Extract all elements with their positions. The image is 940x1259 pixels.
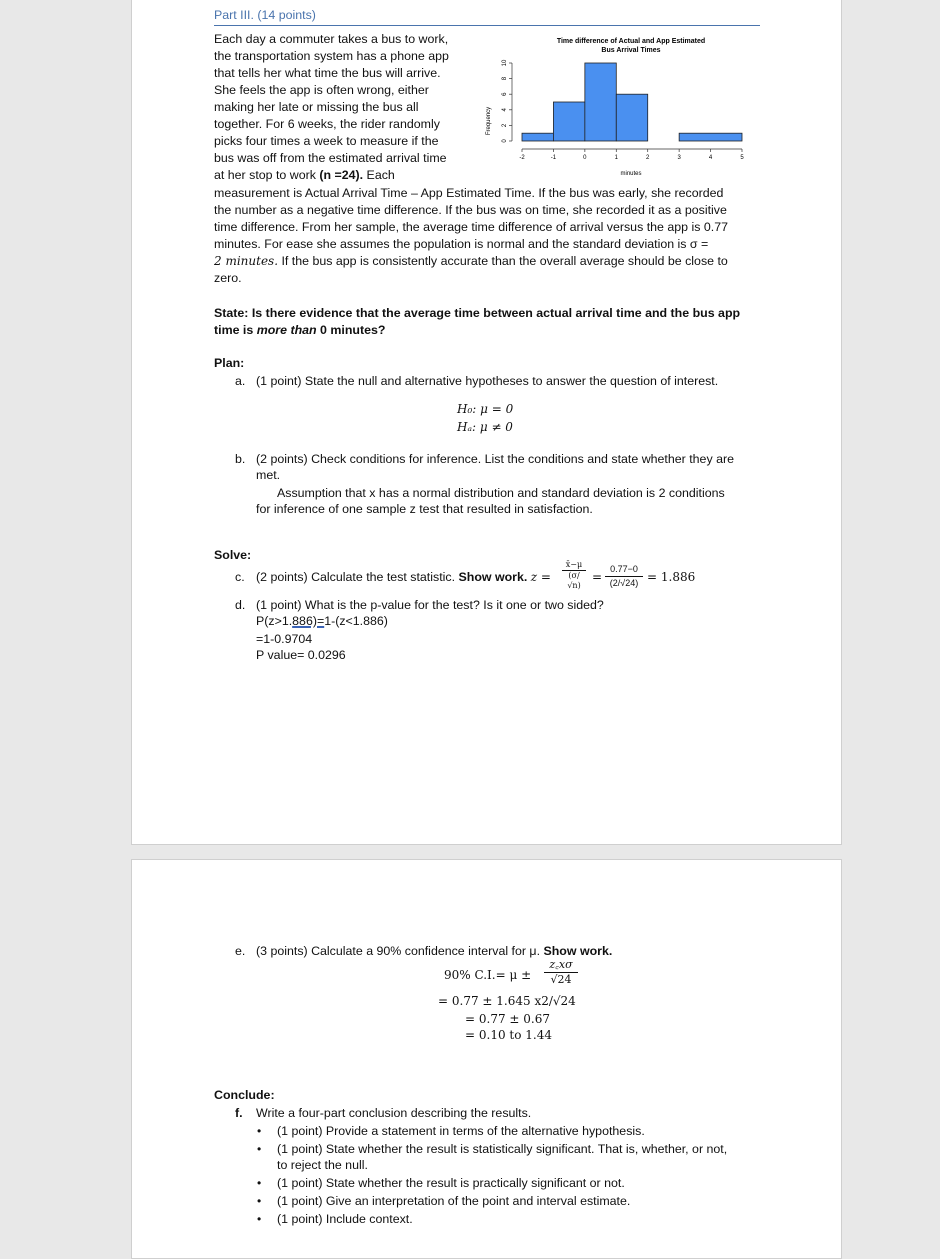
y-tick-label: 8 <box>502 76 508 81</box>
intro-line: that tells her what time the bus will arrive. <box>214 66 441 80</box>
section-header: Part III. (14 points) <box>214 8 760 26</box>
y-tick-label: 0 <box>502 139 508 143</box>
intro-line: time difference. From her sample, the average time difference of arrival versus the app is 0.77 <box>214 220 729 234</box>
intro-line: the number as a negative time difference. If the bus was on time, she recorded it as a positive <box>214 203 727 217</box>
histogram-bar <box>553 102 584 141</box>
y-tick-label: 4 <box>502 108 508 112</box>
plan-title: Plan: <box>214 356 245 370</box>
intro-line: making her late or missing the bus all <box>214 100 419 114</box>
question-d: (1 point) What is the p-value for the test? Is it one or two sided? <box>256 598 604 612</box>
histogram-chart <box>478 33 768 181</box>
state-line: State: Is there evidence that the average time between actual arrival time and the bus app <box>214 306 741 320</box>
alt-hypothesis: Hₐ: μ ≠ 0 <box>457 420 513 434</box>
bullet-item: (1 point) State whether the result is practically significant or not. <box>277 1176 625 1190</box>
solve-title: Solve: <box>214 548 252 562</box>
null-hypothesis: H₀: μ = 0 <box>457 402 514 416</box>
intro-line: measurement is Actual Arrival Time – App Estimated Time. If the bus was early, she recorded <box>214 186 724 200</box>
y-tick-label: 6 <box>502 92 508 96</box>
x-tick-label: 1 <box>614 155 618 161</box>
bullet-item: (1 point) State whether the result is statistically significant. That is, whether, or not, <box>277 1142 728 1156</box>
ci-line4: = 0.10 to 1.44 <box>465 1028 552 1042</box>
intro-line: She feels the app is often wrong, either <box>214 83 429 97</box>
intro-line: Each day a commuter takes a bus to work, <box>214 32 449 46</box>
intro-line: at her stop to work (n =24). Each <box>214 168 395 182</box>
x-tick-label: -2 <box>519 155 525 161</box>
x-tick-label: 0 <box>583 155 587 161</box>
intro-line: zero. <box>214 271 242 285</box>
x-tick-label: 2 <box>646 155 650 161</box>
answer-d-line: P(z>1.886)=1-(z<1.886) <box>256 614 388 628</box>
intro-line: bus was off from the estimated arrival time <box>214 151 447 165</box>
fraction-values: 0.77−0 (2/√24) <box>605 563 643 590</box>
state-line: time is more than 0 minutes? <box>214 323 386 337</box>
ci-fraction: z꜀xσ √24 <box>544 958 578 987</box>
answer-b: for inference of one sample z test that resulted in satisfaction. <box>256 502 593 516</box>
answer-d-line: P value= 0.0296 <box>256 648 346 662</box>
bullet-marker: • <box>257 1212 262 1226</box>
question-e: (3 points) Calculate a 90% confidence interval for μ. Show work. <box>256 944 613 958</box>
chart-subtitle: Bus Arrival Times <box>601 47 661 54</box>
bullet-marker: • <box>257 1124 262 1138</box>
chart-title: Time difference of Actual and App Estimated <box>556 38 706 45</box>
ci-line1: 90% C.I.= μ ± <box>444 968 532 982</box>
y-tick-label: 10 <box>502 59 508 67</box>
bullet-marker: • <box>257 1194 262 1208</box>
z-result: = 1.886 <box>647 570 696 584</box>
x-axis-label: minutes <box>620 171 642 177</box>
ci-line2: = 0.77 ± 1.645 x2/√24 <box>438 994 576 1008</box>
item-label: e. <box>235 944 246 958</box>
item-label: d. <box>235 598 246 612</box>
question-a: (1 point) State the null and alternative hypotheses to answer the question of interest. <box>256 374 719 388</box>
item-label: a. <box>235 374 246 388</box>
histogram-bar <box>522 133 553 141</box>
histogram-bar <box>616 94 647 141</box>
question-c: (2 points) Calculate the test statistic. Show work. z = <box>256 570 551 584</box>
answer-b: Assumption that x has a normal distribution and standard deviation is 2 conditions <box>277 486 725 500</box>
intro-line: minutes. For ease she assumes the population is normal and the standard deviation is σ = <box>214 237 709 251</box>
histogram-bar <box>679 133 742 141</box>
bullet-item: (1 point) Give an interpretation of the point and interval estimate. <box>277 1194 631 1208</box>
y-axis-label: Frequency <box>486 106 492 136</box>
intro-line: together. For 6 weeks, the rider randomly <box>214 117 440 131</box>
x-tick-label: 3 <box>677 155 681 161</box>
question-b: met. <box>256 468 281 482</box>
histogram-bar <box>585 63 616 141</box>
item-label: b. <box>235 452 246 466</box>
x-tick-label: -1 <box>550 155 557 161</box>
intro-line: 2 minutes. If the bus app is consistently accurate than the overall average should be close to <box>214 254 728 268</box>
bullet-item: (1 point) Provide a statement in terms of the alternative hypothesis. <box>277 1124 645 1138</box>
answer-d-line: =1-0.9704 <box>256 632 313 646</box>
y-tick-label: 2 <box>502 123 508 128</box>
conclude-title: Conclude: <box>214 1088 275 1102</box>
bullet-item: (1 point) Include context. <box>277 1212 413 1226</box>
ci-line3: = 0.77 ± 0.67 <box>465 1012 550 1026</box>
intro-line: picks four times a week to measure if the <box>214 134 439 148</box>
question-f: Write a four-part conclusion describing the results. <box>256 1106 532 1120</box>
item-label: c. <box>235 570 245 584</box>
question-b: (2 points) Check conditions for inference. List the conditions and state whether they are <box>256 452 734 466</box>
bullet-item-continued: to reject the null. <box>277 1158 368 1172</box>
intro-line: the transportation system has a phone app <box>214 49 449 63</box>
item-label: f. <box>235 1106 243 1120</box>
x-tick-label: 4 <box>708 155 713 161</box>
fraction-zstat: x̄−μ (σ/√n) <box>562 560 586 591</box>
x-tick-label: 5 <box>740 155 744 161</box>
equals-sign: = <box>592 570 603 584</box>
bullet-marker: • <box>257 1176 262 1190</box>
bullet-marker: • <box>257 1142 262 1156</box>
